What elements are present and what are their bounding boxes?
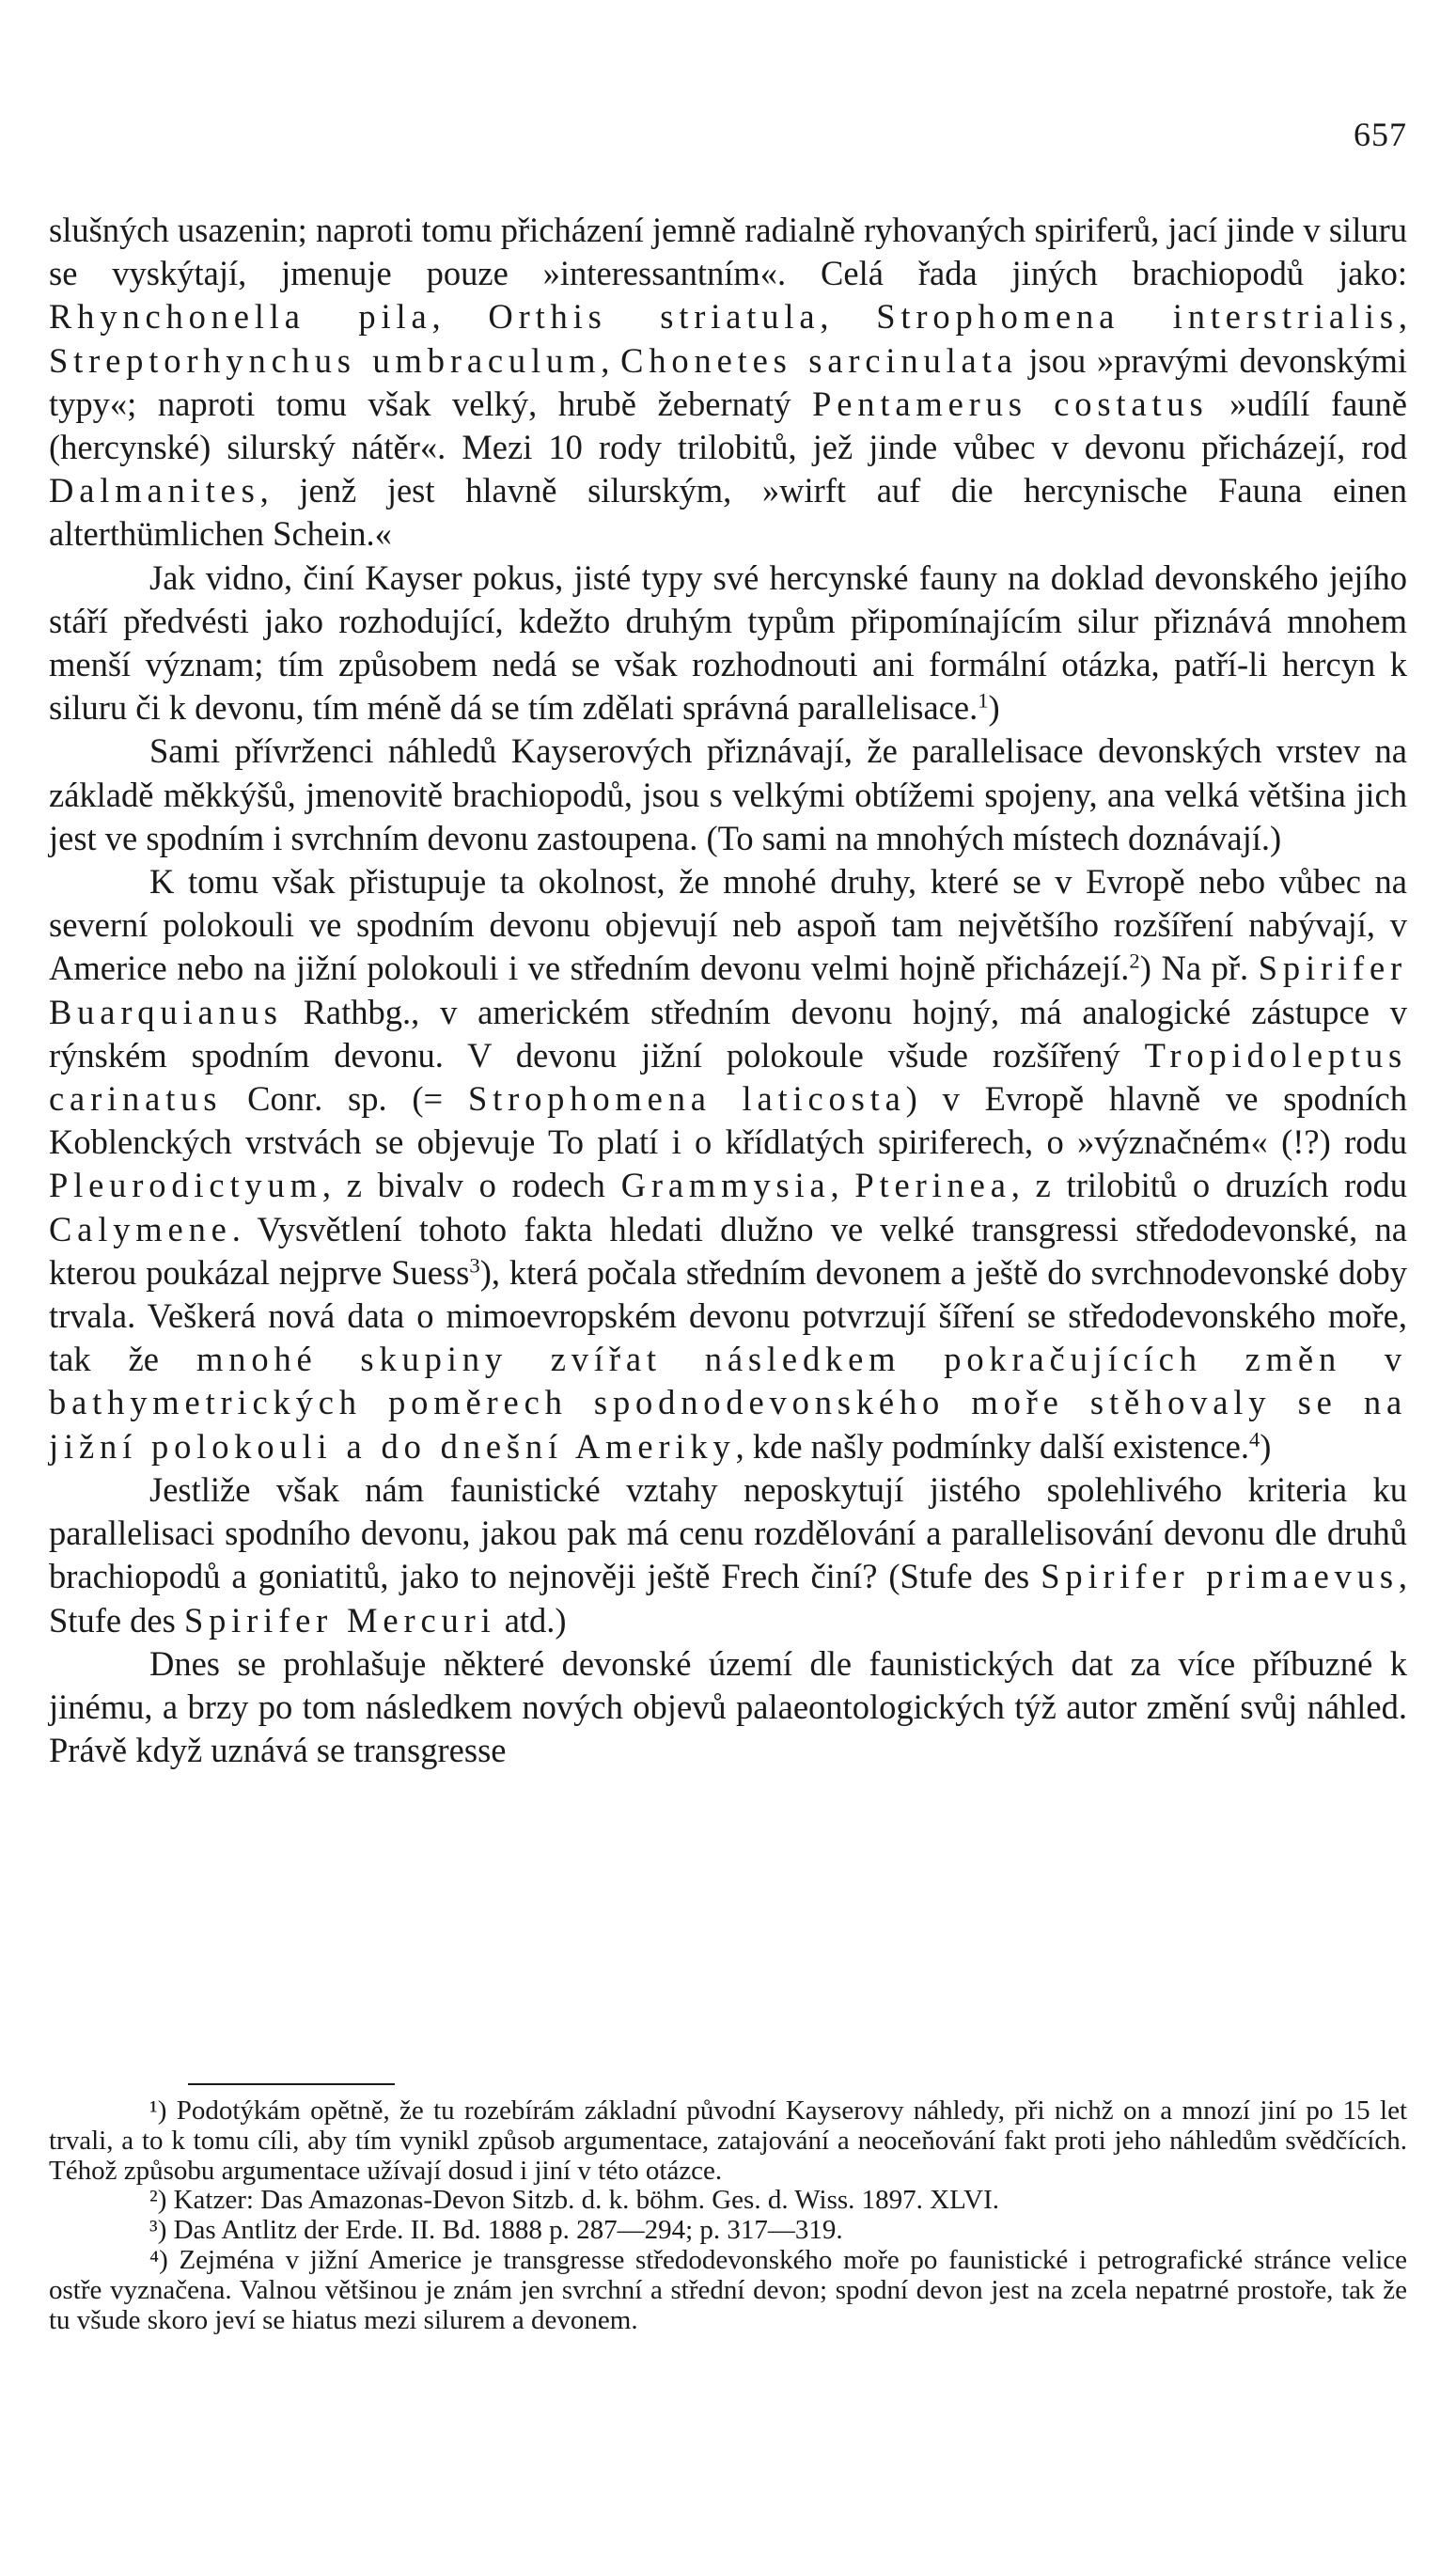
text-run: »udílí fauně (hercynské) silurský nátěr«. Mezi 10 rody trilobitů, jež jinde vůbec v devonu přicházejí, rod: [49, 384, 1408, 467]
text-run: K tomu však přistupuje ta okolnost, že mnohé druhy, které se v Evropě nebo vůbec na severní polokouli ve spodním devonu objevují neb aspoň tam největšího rozšíření nabývají, v Americe nebo na jižní polokouli i ve středním devonu velmi hojně přicházejí.: [49, 862, 1407, 988]
footnote-divider: [188, 2083, 395, 2085]
text-run: ) v Evropě hlavně ve spodních Koblenckých vrstvách se objevuje To platí i o křídlatých spiriferech, o »význačném« (!?) rodu: [49, 1079, 1407, 1162]
footnote-text: Podotýkám opětně, že tu rozebírám základní původní Kayserovy náhledy, při nichž on a mnozí jiní po 15 let trvali, a to k tomu cíli, aby tím vynikl způsob argumentace, zatajování a neoceňování fakt proti jeho náhledům svědčících. Téhož způsobu argumentace užívají dosud i jiní v této otázce.: [49, 2095, 1407, 2186]
text-run: Rathbg., v americkém středním devonu hojný, má analogické zástupce v rýnském spodním devonu. V devonu jižní polokoule všude rozšířený: [49, 992, 1407, 1075]
footnote-text: Das Antlitz der Erde. II. Bd. 1888 p. 287—294; p. 317—319.: [166, 2215, 843, 2246]
footnotes: [49, 2096, 1407, 2335]
paragraph: [49, 730, 1407, 860]
taxon-name: Pentamerus costatus: [812, 384, 1209, 423]
taxon-name: mnohé skupiny zvířat následkem pokračujících změn v bathymetrických poměrech spodnodevonského moře stěhovaly se na jižní polokouli a do dnešní Ameriky: [49, 1340, 1407, 1466]
footnote: [49, 2096, 1407, 2186]
text-run: ,: [830, 1166, 855, 1205]
taxon-name: Spirifer Buarquianus: [49, 949, 1407, 1031]
text-run: , z trilobitů o druzích rodu: [1010, 1166, 1407, 1205]
paragraph: [49, 1468, 1407, 1642]
text-run: ) Na př.: [1139, 949, 1259, 988]
text-run: Conr. sp. (=: [222, 1079, 468, 1119]
page-number: 657: [1354, 116, 1407, 153]
text-run: ,: [431, 297, 489, 337]
text-run: Dnes se prohlašuje některé devonské území dle faunistických dat za více příbuzné k jinému, a brzy po tom následkem nových objevů palaeontologických týž autor změní svůj náhled. Právě když uznává se transgresse: [49, 1643, 1407, 1770]
taxon-name: Pleurodictyum: [49, 1166, 322, 1205]
taxon-name: Streptorhynchus umbraculum: [49, 340, 602, 380]
text-run: ), která počala středním devonem a ještě do svrchnodevonské doby trvala. Veškerá nová data o mimoevropském devonu potvrzují šíření se středodevonského moře, tak že: [49, 1252, 1408, 1379]
footnote-ref: 3: [469, 1253, 480, 1278]
taxon-name: Spirifer Mercuri: [183, 1600, 496, 1640]
taxon-name: Spirifer primaevus: [1041, 1557, 1399, 1596]
footnote-marker: ³): [149, 2215, 167, 2246]
taxon-name: Pterinea: [854, 1166, 1011, 1205]
text-run: ): [988, 688, 1000, 728]
paragraph: [49, 557, 1407, 730]
text-run: , kde našly podmínky další existence.: [735, 1426, 1249, 1466]
footnote-text: Katzer: Das Amazonas-Devon Sitzb. d. k. böhm. Ges. d. Wiss. 1897. XLVI.: [166, 2185, 999, 2216]
body-text: [49, 209, 1407, 1772]
taxon-name: Tropidoleptus carinatus: [49, 1035, 1407, 1119]
taxon-name: Rhynchonella pila: [49, 297, 432, 337]
text-run: . Vysvětlení tohoto fakta hledati dlužno ve velké transgressi středodevonské, na kterou poukázal nejprve Suess: [49, 1209, 1407, 1292]
footnote: [49, 2186, 1407, 2216]
text-run: ): [1260, 1426, 1272, 1466]
text-run: Jak vidno, činí Kayser pokus, jisté typy své hercynské fauny na doklad devonského jejího stáří předvésti jako rozhodující, kdežto druhým typům připomínajícím silur přiznává mnohem menší význam; tím způsobem nedá se však rozhodnouti ani formální otázka, patří-li hercyn k siluru či k devonu, tím méně dá se tím zdělati správná parallelisace.: [49, 557, 1407, 728]
footnote: [49, 2246, 1407, 2335]
footnote-marker: ¹): [149, 2095, 167, 2126]
text-run: Sami přívrženci náhledů Kayserových přiznávají, že parallelisace devonských vrstev na základě měkkýšů, jmenovitě brachiopodů, jsou s velkými obtížemi spojeny, ana velká většina jich jest ve spodním i svrchním devonu zastoupena. (To sami na mnohých místech doznávají.): [49, 731, 1407, 857]
text-run: atd.): [495, 1600, 567, 1640]
taxon-name: Strophomena laticosta: [467, 1079, 906, 1119]
footnote: [49, 2216, 1407, 2246]
taxon-name: Orthis striatula: [488, 297, 821, 337]
paragraph: [49, 860, 1407, 1468]
text-run: ,: [1398, 297, 1407, 337]
footnote-ref: 4: [1248, 1427, 1260, 1452]
footnote-ref: 1: [978, 688, 989, 713]
text-run: slušných usazenin; naproti tomu přicházení jemně radialně ryhovaných spiriferů, jací jinde v siluru se vyskýtají, jmenuje pouze »interessantním«. Celá řada jiných brachiopodů jako:: [49, 211, 1407, 293]
text-run: ,: [601, 340, 621, 380]
taxon-name: Dalmanites: [49, 471, 260, 510]
text-run: , jenž jest hlavně silurským, »wirft auf die hercynische Fauna einen alterthümlichen Schein.«: [49, 471, 1407, 554]
text-run: , z bivalv o rodech: [321, 1166, 621, 1205]
taxon-name: Grammysia: [620, 1166, 831, 1205]
footnote-marker: ²): [149, 2185, 167, 2216]
footnote-text: Zejména v jižní Americe je transgresse středodevonského moře po faunistické i petrografické stránce velice ostře vyznačena. Valnou většinou je znám jen svrchní a střední devon; spodní devon jest na zcela nepatrné prostoře, tak že tu všude skoro jeví se hiatus mezi silurem a devonem.: [49, 2244, 1407, 2335]
taxon-name: Calymene: [49, 1209, 232, 1248]
taxon-name: Chonetes sarcinulata: [620, 340, 1018, 380]
text-run: Jestliže však nám faunistické vztahy neposkytují jistého spolehlivého kriteria ku parallelisaci spodního devonu, jakou pak má cenu rozdělování a parallelisování devonu dle druhů brachiopodů a goniatitů, jako to nejnověji ještě Frech činí? (Stufe des: [49, 1469, 1407, 1596]
footnote-ref: 2: [1129, 950, 1140, 974]
taxon-name: Strophomena interstrialis: [876, 297, 1399, 337]
text-run: ,: [820, 297, 877, 337]
footnote-marker: ⁴): [149, 2244, 168, 2275]
text-run: , Stufe des: [49, 1557, 1407, 1640]
text-run: jsou »pravými devonskými typy«; naproti tomu však velký, hrubě žebernatý: [49, 340, 1407, 423]
paragraph: [49, 209, 1407, 557]
paragraph: [49, 1642, 1407, 1773]
